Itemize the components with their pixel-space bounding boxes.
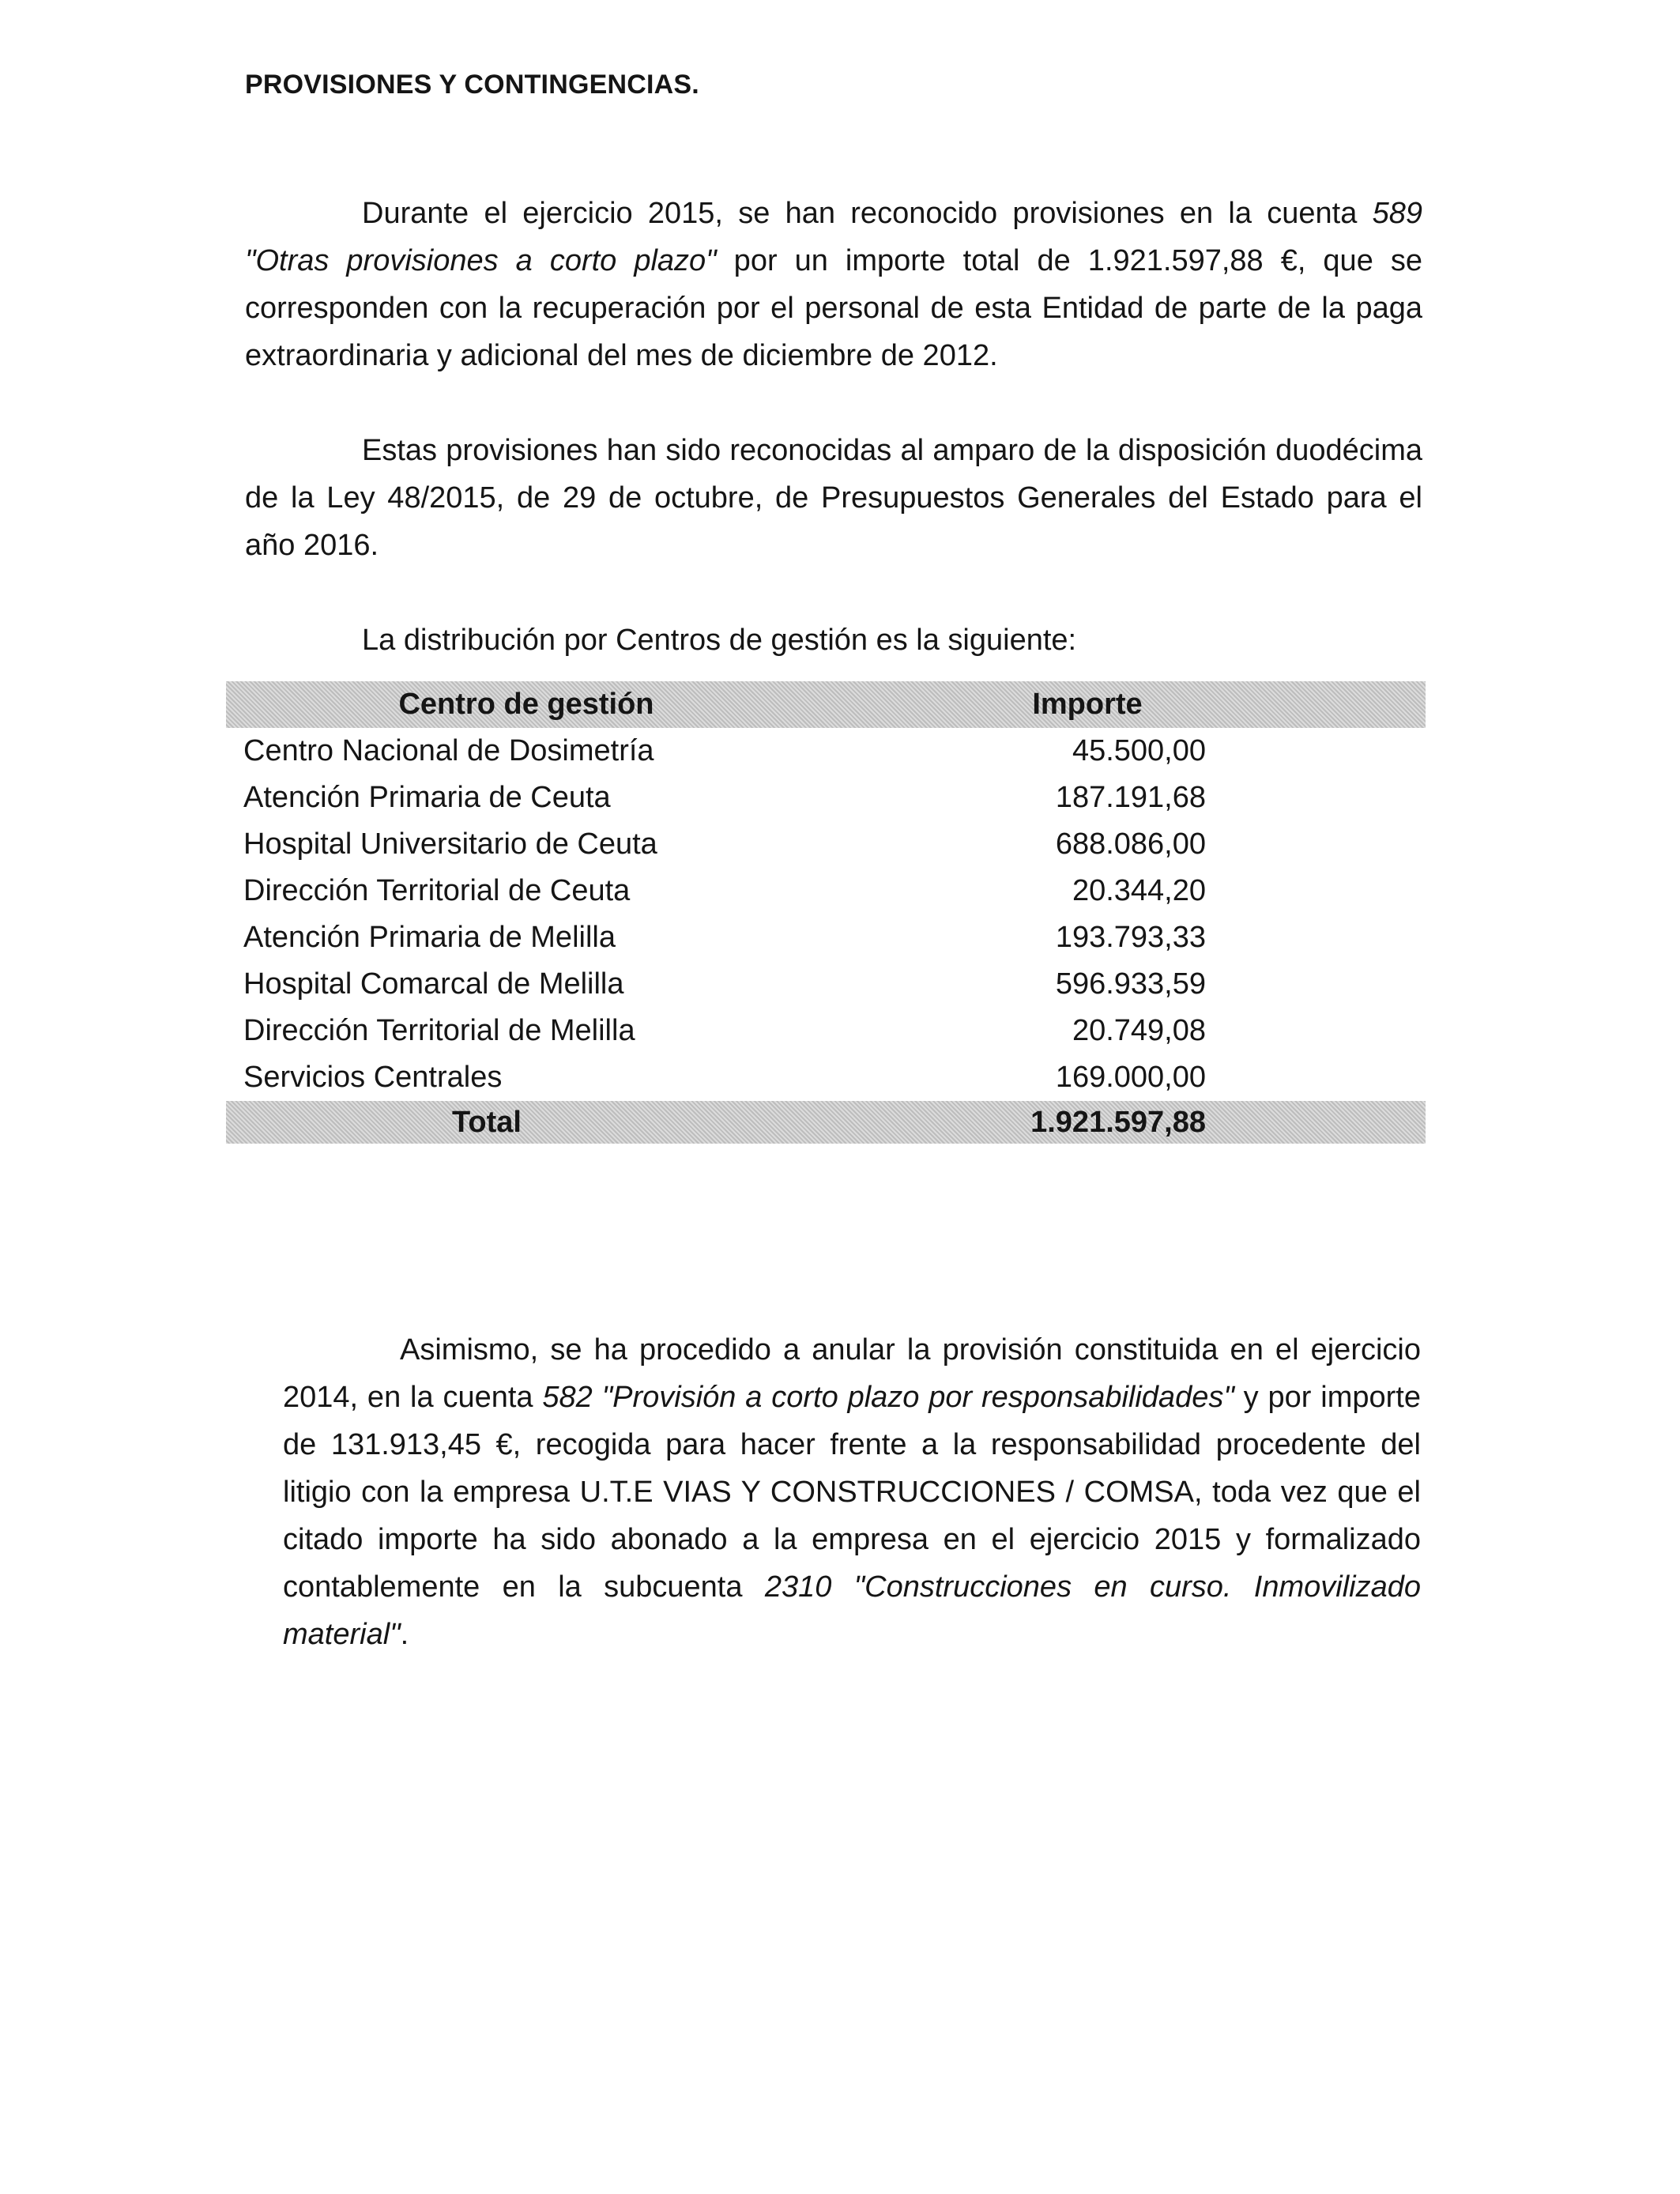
total-spacer	[1206, 1101, 1426, 1144]
p4-text-1: Asimismo, se ha procedido a anular la provisión constituida en el ejercicio 2014, en la cuenta	[283, 1333, 1421, 1414]
paragraph-provision-cancelled	[283, 1326, 1421, 1658]
spacer-cell	[1206, 775, 1426, 821]
spacer-cell	[1206, 728, 1426, 775]
p4-text-3: .	[400, 1618, 409, 1651]
center-name-cell: Atención Primaria de Melilla	[243, 921, 616, 954]
section-heading: PROVISIONES Y CONTINGENCIAS.	[245, 70, 699, 100]
center-name-cell: Servicios Centrales	[243, 1061, 503, 1094]
total-amount: 1.921.597,88	[1030, 1105, 1206, 1139]
distribution-table	[226, 681, 1426, 1144]
amount-cell: 169.000,00	[1055, 1061, 1206, 1094]
table-body	[226, 728, 1426, 1101]
table-row	[226, 914, 1426, 961]
spacer-cell	[1206, 914, 1426, 961]
p1-text-2: por un importe total de 1.921.597,88 €, que se corresponden con la recuperación por el personal de esta Entidad de parte de la paga extraordinaria y adicional del mes de diciembre de 2012.	[245, 244, 1422, 372]
column-header-amount: Importe	[1032, 688, 1143, 721]
paragraph-legal-basis: Estas provisiones han sido reconocidas al amparo de la disposición duodécima de la Ley 48/2015, de 29 de octubre, de Presupuestos Generales del Estado para el año 2016.	[245, 434, 1422, 562]
table-row	[226, 821, 1426, 868]
amount-cell: 45.500,00	[1072, 734, 1206, 767]
spacer-cell	[1206, 1008, 1426, 1054]
center-name-cell: Atención Primaria de Ceuta	[243, 781, 611, 814]
spacer-cell	[1206, 1054, 1426, 1101]
table-header-row	[226, 681, 1426, 728]
table-total-row	[226, 1101, 1426, 1144]
center-name-cell: Centro Nacional de Dosimetría	[243, 734, 654, 767]
spacer-cell	[1206, 961, 1426, 1008]
amount-cell: 688.086,00	[1055, 827, 1206, 861]
paragraph-provisions-recognized	[245, 190, 1422, 379]
table-row	[226, 1008, 1426, 1054]
p4-account-ref-582: 582 "Provisión a corto plazo por responsabilidades"	[542, 1381, 1234, 1414]
table-row	[226, 775, 1426, 821]
p4-account-ref-2310: 2310 "Construcciones en curso. Inmovilizado material"	[283, 1570, 1422, 1651]
amount-cell: 193.793,33	[1055, 921, 1206, 954]
table-row	[226, 868, 1426, 914]
p1-account-ref: 589 "Otras provisiones a corto plazo"	[245, 197, 1422, 277]
paragraph-distribution-intro: La distribución por Centros de gestión es la siguiente:	[362, 624, 1077, 657]
center-name-cell: Hospital Comarcal de Melilla	[243, 967, 624, 1001]
amount-cell: 596.933,59	[1055, 967, 1206, 1001]
column-header-spacer	[1206, 681, 1426, 728]
amount-cell: 187.191,68	[1055, 781, 1206, 814]
spacer-cell	[1206, 868, 1426, 914]
table-row	[226, 728, 1426, 775]
center-name-cell: Hospital Universitario de Ceuta	[243, 827, 657, 861]
total-label: Total	[452, 1105, 522, 1139]
p1-text-1: Durante el ejercicio 2015, se han reconocido provisiones en la cuenta	[362, 197, 1373, 230]
center-name-cell: Dirección Territorial de Melilla	[243, 1014, 635, 1047]
amount-cell: 20.344,20	[1072, 874, 1206, 907]
table-row	[226, 961, 1426, 1008]
column-header-center: Centro de gestión	[398, 688, 654, 721]
center-name-cell: Dirección Territorial de Ceuta	[243, 874, 631, 907]
spacer-cell	[1206, 821, 1426, 868]
amount-cell: 20.749,08	[1072, 1014, 1206, 1047]
table-row	[226, 1054, 1426, 1101]
p4-text-2: y por importe de 131.913,45 €, recogida para hacer frente a la responsabilidad procedente del litigio con la empresa U.T.E VIAS Y CONSTRUCCIONES / COMSA, toda vez que el citado importe ha sido abonado a la empresa en el ejercicio 2015 y formalizado contablemente en la subcuenta	[283, 1381, 1421, 1604]
